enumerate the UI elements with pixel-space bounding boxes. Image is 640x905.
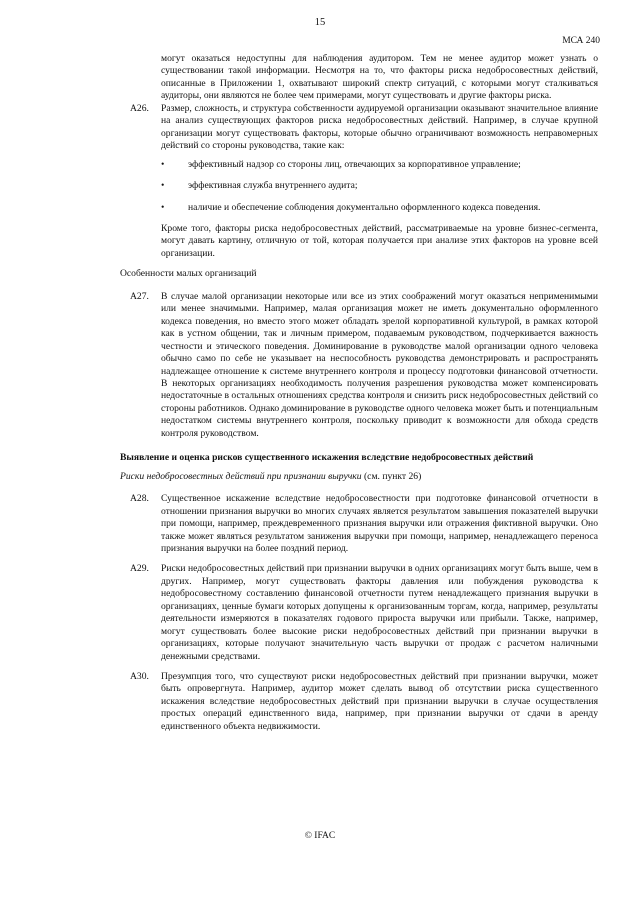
- subheading-italic: Риски недобросовестных действий при признании выручки: [120, 470, 362, 482]
- paragraph-number: A30.: [130, 671, 149, 683]
- list-item: [161, 180, 598, 192]
- paragraph-a26: [120, 103, 598, 261]
- paragraph-number: A26.: [130, 102, 149, 114]
- page-number: 15: [314, 17, 326, 28]
- paragraph-number: A28.: [130, 493, 149, 505]
- list-item: [161, 202, 598, 214]
- document-body: [120, 53, 598, 741]
- list-item-text: эффективный надзор со стороны лиц, отвечающих за корпоративное управление;: [188, 158, 521, 170]
- bullet-icon: •: [161, 180, 165, 192]
- section-heading: Выявление и оценка рисков существенного искажения вследствие недобросовестных действий: [120, 452, 534, 464]
- list-item-text: эффективная служба внутреннего аудита;: [188, 180, 358, 192]
- bullet-list: [161, 159, 598, 214]
- paragraph-a28: [120, 493, 598, 555]
- footer-copyright: © IFAC: [304, 831, 336, 841]
- section-subheading: [120, 471, 598, 483]
- bullet-icon: •: [161, 201, 165, 213]
- paragraph-number: A29.: [130, 563, 149, 575]
- intro-continuation: могут оказаться недоступны для наблюдения аудитором. Тем не менее аудитор может узнать о существовании такой информации. Несмотря на то, что факторы риска недобросовестных действий, описанные в Приложении 1, охватывают широкий спектр ситуаций, с которыми могут сталкиваться аудиторы, они являются не более чем примерами, могут существовать и другие факторы риска.: [161, 53, 598, 102]
- paragraph-text: Существенное искажение вследствие недобросовестности при подготовке финансовой отчетности в отношении признания выручки во многих случаях является результатом завышения показателей выручки при помощи, например, преждевременного признания выручки или отражения фиктивной выручки. Оно также может являться результатом занижения выручки при помощи, например, ненадлежащего переноса признания выручки на более поздний период.: [161, 493, 598, 554]
- list-item: [161, 159, 598, 171]
- paragraph-continuation: Кроме того, факторы риска недобросовестных действий, рассматриваемые на уровне бизнес-сегмента, могут давать картину, отличную от той, которая получается при анализе этих факторов на уровне всей организации.: [161, 222, 598, 259]
- document-code: МСА 240: [562, 36, 600, 46]
- paragraph-text: В случае малой организации некоторые или все из этих соображений могут оказаться неприменимыми или менее значимыми. Например, малая организация может не иметь документально оформленного кодекса поведения, но вместо этого может обладать зрелой корпоративной культурой, в рамках которой как в устном общении, так и личным примером, подаваемым руководством, подчеркивается важность честности и этического поведения. Доминирование в руководстве малой организации одного человека обычно само по себе не указывает на неспособность руководства демонстрировать и распространять надлежащее отношение к системе внутреннего контроля и процессу подготовки финансовой отчетности. В некоторых организациях необходимость получения разрешения руководства может компенсировать недостаточные в остальных отношениях средства контроля и снизить риск недобросовестных действий со стороны работников. Однако доминирование в руководстве одного человека может быть и потенциальным недостатком системы внутреннего контроля, поскольку приводит к возможности для обхода средств контроля руководством.: [161, 290, 598, 439]
- paragraph-number: A27.: [130, 290, 149, 302]
- paragraph-text: Риски недобросовестных действий при признании выручки в одних организациях могут быть выше, чем в других. Например, могут существовать факторы давления или побуждения руководства к недобросовестному составлению финансовой отчетности путем ненадлежащего признания выручки в организациях, ценные бумаги которых допущены к организованным торгам, когда, например, результаты деятельности измеряются в показателях годового прироста выручки или прибыли. Также, например, могут существовать более высокие риски недобросовестных действий при признании выручки в организациях, которые получают значительную часть выручки от продаж с расчетом наличными денежными средствами.: [161, 563, 598, 662]
- paragraph-a29: [120, 563, 598, 663]
- bullet-icon: •: [161, 158, 165, 170]
- paragraph-a27: [120, 291, 598, 440]
- paragraph-a30: [120, 671, 598, 733]
- subsection-heading: Особенности малых организаций: [120, 268, 257, 280]
- paragraph-text: Размер, сложность, и структура собственности аудируемой организации оказывают значительное влияние на анализ существующих факторов риска недобросовестных действий. Например, в случае крупной организации могут существовать факторы, которые обычно ограничивают возможность неправомерных действий со стороны руководства, такие как:: [161, 102, 598, 152]
- list-item-text: наличие и обеспечение соблюдения документально оформленного кодекса поведения.: [188, 201, 541, 213]
- subheading-reference: (см. пункт 26): [361, 470, 422, 482]
- paragraph-text: Презумпция того, что существуют риски недобросовестных действий при признании выручки, может быть опровергнута. Например, аудитор может сделать вывод об отсутствии риска существенного искажения вследствие недобросовестных действий при признании выручки в случае осуществления простых операций единственного вида, например, при признании выручки от сдачи в аренду единственного объекта недвижимости.: [161, 671, 598, 732]
